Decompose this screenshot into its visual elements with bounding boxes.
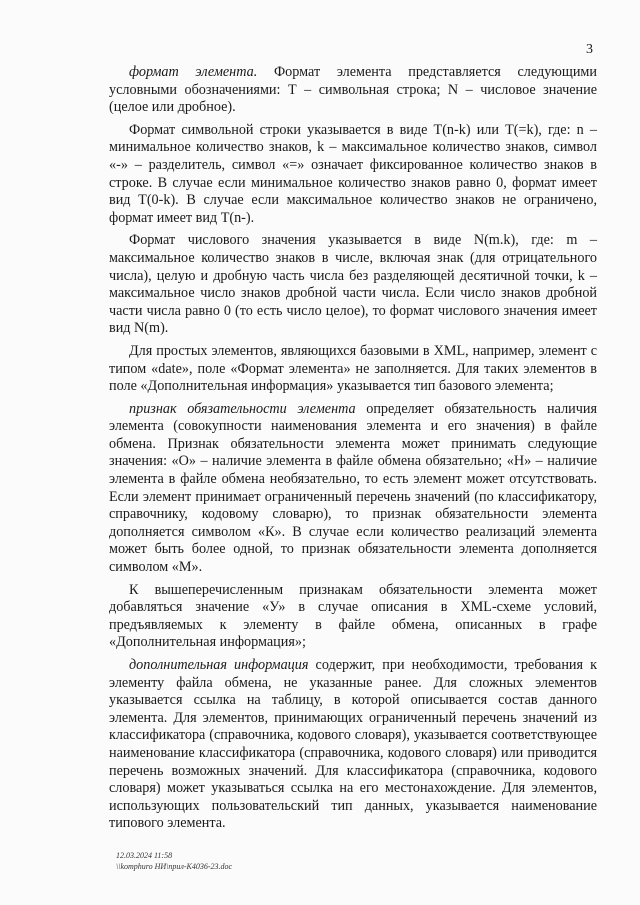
document-footer	[116, 850, 232, 872]
paragraph-text: Формат элемента представляется следующими условными обозначениями: Т – символьная строка; N – числовое значение (целое или дробное).	[109, 64, 597, 116]
paragraph-text: Для простых элементов, являющихся базовыми в XML, например, элемент с типом «date», поле «Формат элемента» не заполняется. Для таких элементов в поле «Дополнительная информация» указывается тип базового элемента;	[109, 342, 597, 395]
footer-timestamp: 12.03.2024 11:58	[116, 851, 173, 860]
term-label: признак обязательности элемента	[129, 400, 356, 417]
document-body	[109, 64, 597, 838]
paragraph-additional-info	[109, 657, 597, 833]
paragraph-obligation-sign	[109, 401, 597, 577]
footer-file-path: \\komphuro НИ\прил-К4036-23.doc	[116, 862, 233, 871]
paragraph-text: Формат числового значения указывается в виде N(m.k), где: m – максимальное количество знаков в числе, включая знак (для отрицательного числа), целую и дробную часть числа без разделяющей десятичной точки, k – максимальное число знаков дробной части числа. Если число знаков дробной части числа равно 0 (то есть число целое), то формат числового значения имеет вид N(m).	[109, 232, 597, 337]
paragraph-text: К вышеперечисленным признакам обязательности элемента может добавляться значение «У» в случае описания в XML-схеме условий, предъявляемых к элементу в файле обмена, описанных в графе «Дополнительная информация»;	[109, 581, 597, 651]
paragraph-text: содержит, при необходимости, требования к элементу файла обмена, не указанные ранее. Для сложных элементов указывается ссылка на таблицу, в которой описывается состав данного элемента. Для элементов, принимающих ограниченный перечень значений из классификатора (справочника, кодового словаря), указывается соответствующее наименование классификатора (справочника, кодового словаря) или приводится перечень возможных значений. Для классификатора (справочника, кодового словаря) может указываться ссылка на его местонахождение. Для элементов, использующих пользовательский тип данных, указывается наименование типового элемента.	[109, 657, 597, 832]
paragraph-text: определяет обязательность наличия элемента (совокупности наименования элемента и его значения) в файле обмена. Признак обязательности элемента может принимать следующие значения: «О» – наличие элемента в файле обмена обязательно; «Н» – наличие элемента в файле обмена необязательно, то есть элемент может отсутствовать. Если элемент принимает ограниченный перечень значений (по классификатору, справочнику, кодовому словарю), то признак обязательности элемента дополняется символом «К». В случае если количество реализаций элемента может быть более одной, то признак обязательности элемента дополняется символом «М».	[109, 400, 597, 576]
paragraph-number-format	[109, 232, 597, 338]
paragraph-simple-elements	[109, 343, 597, 396]
page-number: 3	[586, 42, 593, 57]
paragraph-text: Формат символьной строки указывается в виде T(n-k) или T(=k), где: n – минимальное количество знаков, k – максимальное количество знаков, символ «-» – разделитель, символ «=» означает фиксированное количество знаков в строке. В случае если минимальное количество знаков равно 0, формат имеет вид T(0-k). В случае если максимальное количество знаков не ограничено, формат имеет вид T(n-).	[109, 121, 597, 226]
term-label: дополнительная информация	[129, 657, 309, 673]
paragraph-string-format	[109, 122, 597, 228]
term-label: формат элемента.	[129, 64, 258, 80]
paragraph-additional-u-value	[109, 582, 597, 652]
paragraph-element-format	[109, 64, 597, 117]
